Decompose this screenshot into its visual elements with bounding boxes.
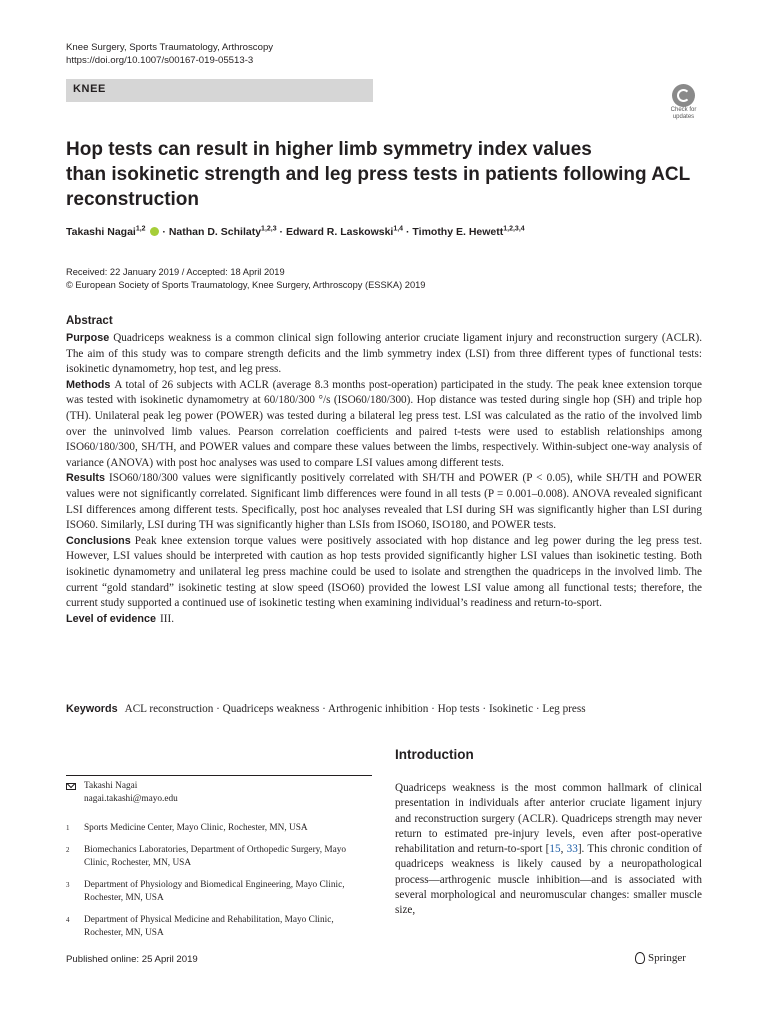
article-dates (66, 266, 425, 292)
affiliation-number: 3 (66, 881, 70, 889)
affiliation-text: Department of Physiology and Biomedical Engineering, Mayo Clinic, Rochester, MN, USA (84, 880, 345, 903)
check-for-updates-badge[interactable] (664, 84, 703, 124)
purpose-label: Purpose (66, 332, 110, 344)
abstract-purpose (66, 331, 702, 378)
author-name[interactable]: Nathan D. Schilaty (168, 226, 262, 238)
title-line: Hop tests can result in higher limb symmetry index values (66, 139, 592, 160)
publisher-name: Springer (648, 952, 686, 964)
affiliation-text: Department of Physical Medicine and Rehabilitation, Mayo Clinic, Rochester, MN, USA (84, 915, 334, 938)
author-name[interactable]: Edward R. Laskowski (285, 226, 394, 238)
conclusions-label: Conclusions (66, 534, 131, 547)
author-affiliation-marks: 1,2,3 (261, 225, 277, 233)
author-list: Takashi Nagai$^{1,2}$ · Nathan D. Schilaty$^{1,2,3}$ · Edward R. Laskowski$^{1,4}$ · Timothy E. Hewett$^{1,2,3,4}$ (66, 225, 525, 238)
affiliation (66, 844, 372, 870)
copyright: © European Society of Sports Traumatology, Knee Surgery, Arthroscopy (ESSKA) 2019 (66, 280, 426, 290)
title-line: than isokinetic strength and leg press tests in patients following ACL (66, 164, 691, 185)
abstract-results (66, 471, 702, 533)
abstract-body (66, 331, 702, 627)
journal-header (66, 41, 273, 67)
affiliation-number: 1 (66, 824, 70, 832)
check-updates-label: Check for updates (670, 107, 697, 120)
citation-link[interactable]: 33 (566, 843, 578, 856)
level-text: III. (160, 612, 174, 625)
abstract-level-of-evidence (66, 612, 702, 628)
keywords (66, 703, 586, 715)
affiliation-number: 4 (66, 916, 70, 924)
introduction-body (395, 781, 702, 919)
doi-link[interactable]: https://doi.org/10.1007/s00167-019-05513-3 (66, 55, 254, 66)
affiliation (66, 914, 372, 940)
article-title (66, 137, 706, 212)
author-footnotes (66, 775, 372, 949)
envelope-icon (66, 783, 76, 790)
springer-horse-icon (634, 951, 645, 963)
results-label: Results (66, 472, 106, 485)
title-line: reconstruction (66, 189, 200, 210)
affiliation-text: Sports Medicine Center, Mayo Clinic, Rochester, MN, USA (84, 823, 308, 833)
affiliation (66, 822, 372, 835)
methods-label: Methods (66, 378, 111, 391)
corresponding-name: Takashi Nagai (84, 781, 138, 791)
affiliation-number: 2 (66, 846, 70, 854)
level-label: Level of evidence (66, 612, 157, 625)
citation-link[interactable]: 15 (549, 843, 561, 856)
introduction-heading: Introduction (395, 747, 474, 762)
keywords-text: ACL reconstruction · Quadriceps weakness · Arthrogenic inhibition · Hop tests · Isokinetic · Leg press (124, 703, 586, 715)
author-affiliation-marks: 1,4 (393, 225, 404, 233)
purpose-text: Quadriceps weakness is a common clinical sign following anterior cruciate ligament injury and reconstruction surgery (ACLR). The aim of this study was to compare strength deficits and the limb symmetry index (LSI) from three different types of functional tests: isokinetic dynamometry, hop test, and leg press. (66, 332, 702, 376)
corresponding-email[interactable]: nagai.takashi@mayo.edu (84, 794, 178, 804)
orcid-icon[interactable] (150, 227, 159, 236)
received-accepted: Received: 22 January 2019 / Accepted: 18 April 2019 (66, 267, 285, 277)
affiliation (66, 879, 372, 905)
abstract-heading: Abstract (66, 315, 113, 327)
methods-text: A total of 26 subjects with ACLR (average 8.3 months post-operation) participated in the study. The peak knee extension torque was tested with isokinetic dynamometry at 60/180/300 °/s (ISO60/180/300). Hop distance was tested during single hop (SH) and triple hop (TH). Unilateral peak leg power (POWER) was tested during a bilateral leg press test. LSI was calculated as the ratio of the involved limb over the uninvolved limb values. Pearson correlation coefficients and paired t-tests were used to establish relationships among ISO60/180/300, SH/TH, and POWER values and compare these values between the limbs, respectively. Within-subject one-way analysis of variance (ANOVA) with post hoc analyses was used to compare LSI values among different tests. (66, 378, 702, 469)
published-online: Published online: 25 April 2019 (66, 954, 198, 965)
corresponding-author (66, 780, 372, 806)
results-text: ISO60/180/300 values were significantly positively correlated with SH/TH and POWER (P < 0.05), while SH/TH and POWER values were not significantly correlated. Significant limb differences were found in all tests (P = 0.001–0.008). ANOVA revealed significant LSI differences among different tests. Specifically, post hoc analyses revealed that LSI during SH was significantly higher than LSI during ISO60. Similarly, LSI during TH was significantly higher than LSIs from ISO60, ISO180, and POWER tests. (66, 472, 702, 532)
author-affiliation-marks: 1,2 (135, 225, 146, 233)
intro-text: Quadriceps weakness is the most common hallmark of clinical presentation in individuals after anterior cruciate ligament injury and reconstruction surgery (ACLR). Quadriceps strength may never return to estimated pre-injury levels, even after post-operative rehabilitation and return-to-sport [ (395, 782, 702, 856)
journal-name: Knee Surgery, Sports Traumatology, Arthroscopy (66, 42, 274, 53)
refresh-icon (672, 84, 695, 107)
citation-separator: , (560, 843, 567, 856)
author-name[interactable]: Timothy E. Hewett (412, 226, 504, 238)
affiliation-text: Biomechanics Laboratories, Department of Orthopedic Surgery, Mayo Clinic, Rochester, MN, USA (84, 845, 347, 868)
author-name[interactable]: Takashi Nagai (66, 226, 136, 238)
abstract-conclusions (66, 534, 702, 612)
abstract-methods (66, 378, 702, 472)
keywords-label: Keywords (66, 703, 118, 715)
section-label: KNEE (73, 83, 106, 95)
conclusions-text: Peak knee extension torque values were positively associated with hop distance and leg power during the leg press test. However, LSI values should be interpreted with caution as hop tests provided significantly higher LSI values than isokinetic testing. Both isokinetic dynamometry and unilateral leg press machine could be used to isolate and strengthen the quadriceps in the involved limb. The current “gold standard” isokinetic testing at slow speed (ISO60) provided the lowest LSI value among all functional tests; therefore, the current study supported a continued use of isokinetic testing when examining individual’s readiness and return-to-sport. (66, 534, 702, 610)
author-affiliation-marks: 1,2,3,4 (503, 225, 525, 233)
publisher-logo (634, 951, 686, 964)
intro-text: ]. This chronic condition of quadriceps weakness is likely caused by a neuropathological process—arthrogenic muscle inhibition—and is associated with several morphological and neuromuscular changes: smaller muscle size, (395, 843, 703, 917)
section-bar (66, 79, 373, 102)
